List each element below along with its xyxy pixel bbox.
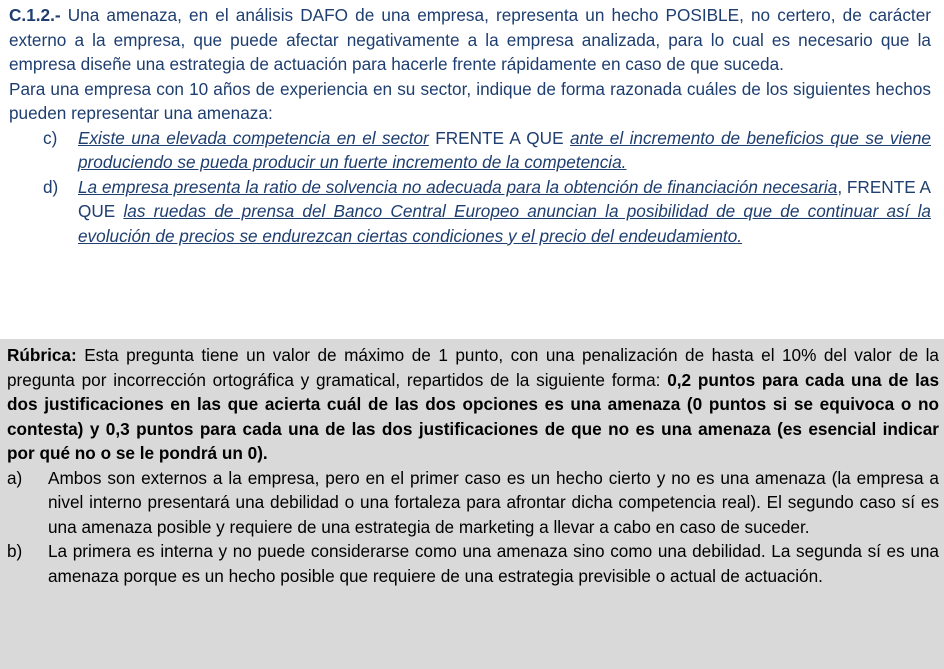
rubric-text: Esta pregunta tiene un valor de máximo de 1 punto, con una penalización de hasta el 10% del valor de la pregunta por incorrección ortográfica y gramatical, repartidos de la siguiente forma: <box>7 345 939 390</box>
rubric-item-a <box>7 466 939 540</box>
option-d-part1: La empresa presenta la ratio de solvencia no adecuada para la obtención de financiación necesaria <box>78 176 838 197</box>
rubric-label: Rúbrica: <box>7 345 77 365</box>
rubric-item-text: La primera es interna y no puede considerarse como una amenaza sino como una debilidad. La segunda sí es una amenaza porque es un hecho posible que requiere de una estrategia previsible o actual de actuación. <box>48 541 939 586</box>
option-d-part2: las ruedas de prensa del Banco Central Europeo anuncian la posibilidad de que de continuar así la evolución de precios se endurezcan ciertas condiciones y el precio del endeudamiento <box>78 201 931 246</box>
option-d-end: . <box>737 225 743 246</box>
option-letter: d) <box>43 176 59 197</box>
option-c-end: . <box>621 152 627 172</box>
question-intro-text: Una amenaza, en el análisis DAFO de una empresa, representa un hecho POSIBLE, no certero, de carácter externo a la empresa, que puede afectar negativamente a la empresa analizada, para lo cual es necesario que la empresa diseñe una estrategia de actuación para hacerle frente rápidamente en caso de que suceda. <box>9 5 931 74</box>
option-c-connector: FRENTE A QUE <box>428 127 570 148</box>
option-c <box>9 126 931 175</box>
rubric-intro <box>7 343 939 466</box>
rubric-bold-text: 0,2 puntos para cada una de las dos justificaciones en las que acierta cuál de las dos opciones es una amenaza (0 puntos si se equivoca o no contesta) y 0,3 puntos para cada una de las dos justificaciones de que no es una amenaza (es esencial indicar por qué no o se le pondrá un 0). <box>7 369 940 463</box>
rubric-item-b <box>7 539 939 588</box>
option-c-part2: ante el incremento de beneficios que se viene produciendo se pueda producir un fuerte incremento de la competencia <box>78 127 931 172</box>
question-prompt: Para una empresa con 10 años de experiencia en su sector, indique de forma razonada cuáles de los siguientes hechos pueden representar una amenaza: <box>9 78 931 123</box>
option-c-part1: Existe una elevada competencia en el sector <box>78 127 429 148</box>
option-d <box>9 175 931 249</box>
rubric-block <box>0 339 944 669</box>
question-number: C.1.2.- <box>9 5 61 25</box>
rubric-item-letter: b) <box>7 541 23 561</box>
question-block <box>9 3 931 248</box>
option-d-connector: , FRENTE A QUE <box>78 176 931 221</box>
rubric-item-text: Ambos son externos a la empresa, pero en el primer caso es un hecho cierto y no es una amenaza (la empresa a nivel interno presentará una debilidad o una fortaleza para afrontar dicha competencia real). El segundo caso sí es una amenaza posible y requiere de una estrategia de marketing a llevar a cabo en caso de suceder. <box>48 467 939 537</box>
rubric-item-letter: a) <box>7 467 23 488</box>
question-intro <box>9 3 931 77</box>
option-letter: c) <box>43 127 58 148</box>
